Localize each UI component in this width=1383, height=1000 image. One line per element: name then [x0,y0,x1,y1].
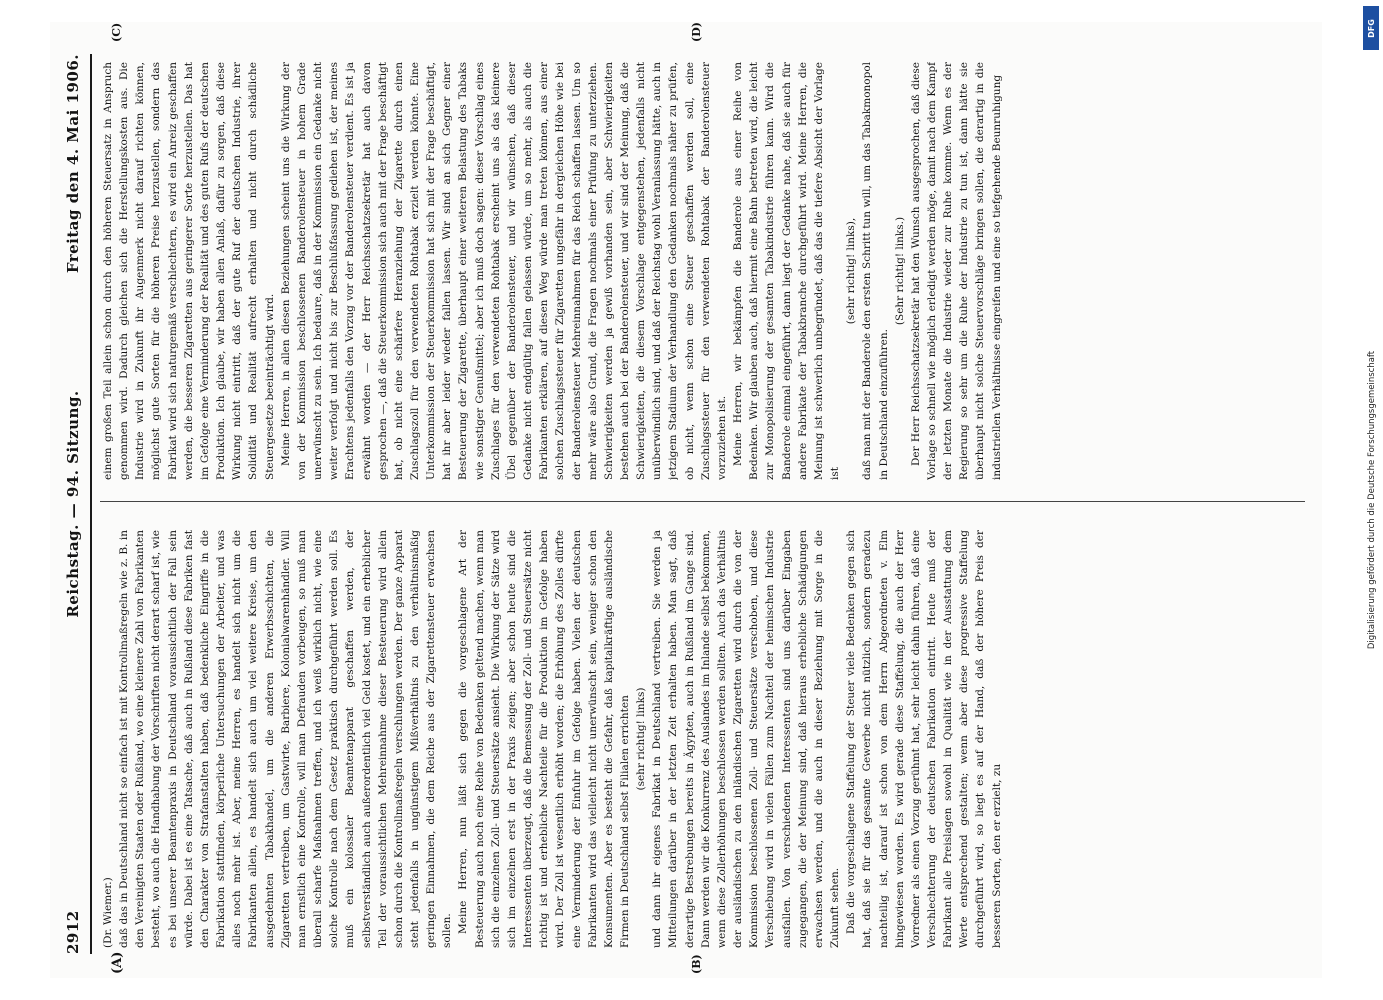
header-rule [90,54,92,954]
paragraph: Meine Herren, wir bekämpfen die Banderole aus einer Reihe von Bedenken. Wir glauben auch, daß hiermit eine Bahn betreten wird, die leicht zur Monopolisierung der gesamten Tabakindustrie führen kann. Wird die Banderole einmal eingeführt, dann liegt der Gedanke nahe, daß sie auch für andere Fabrikate der Tabakbranche durchgeführt wird. Meine Herren, die Meinung ist schwerlich unbegründet, daß das die tiefere Absicht der Vorlage ist [732,62,842,480]
interjection: (sehr richtig! links) [635,687,648,791]
paragraph: einem großen Teil allein schon durch den höheren Steuersatz in Anspruch genommen wird. Dadurch gleichen sich die Herstellungskosten aus. Die Industrie wird in Zukunft ihr Augenmerk nicht darauf richten können, möglichst gute Sorten für die höheren Preise herzustellen, sondern das Fabrikat wird sich naturgemäß verschlechtern, es wird ein Anreiz geschaffen werden, die besseren Zigaretten aus geringerer Sorte herzustellen. Das hat im Gefolge eine Verminderung der Realität und des guten Rufs der deutschen Produktion. Ich glaube, wir haben allen Anlaß, dafür zu sorgen, daß diese Wirkung nicht eintritt, daß der gute Ruf der deutschen Industrie, ihrer Solidität und Realität aufrecht erhalten und nicht durch schädliche Steuergesetze beeinträchtigt wird. [102,62,276,480]
page-number: 2912 [64,910,82,954]
paragraph: und dann ihr eigenes Fabrikat in Deutschland vertreiben. Sie werden ja Mitteilungen darüber in der letzten Zeit erhalten haben. Man sagt, daß derartige Bestrebungen bereits in Ägypten, auch in Rußland im Gange sind. Dann werden wir die Konkurrenz des Auslandes im Inlande selbst bekommen, wenn diese Zollerhöhungen beschlossen werden sollten. Auch das Verhältnis der ausländischen zu den inländischen Zigaretten wird durch die von der Kommission beschlossenen Zoll- und Steuersätze verschoben, und diese Verschiebung wird in vielen Fällen zum Nachteil der heimischen Industrie ausfallen. Von verschiedenen Interessenten sind uns darüber Eingaben zugegangen, die der Meinung sind, daß hieraus erhebliche Schädigungen erwachsen werden, und die auch in dieser Beziehung mit Sorge in die Zukunft sehen. [651,530,842,948]
interjection: (Sehr richtig! links.) [893,216,906,326]
rotated-newspaper-page [50,22,1322,978]
page-header [64,54,86,954]
dfg-logo [1363,6,1379,50]
right-column [100,62,1305,480]
interjection: (sehr richtig! links), [845,217,858,325]
left-column [100,530,1305,948]
speaker-line: (Dr. Wiemer.) [102,877,114,948]
margin-mark-c: (C) [110,22,123,42]
paragraph: Der Herr Reichsschatzsekretär hat den Wunsch ausgesprochen, daß diese Vorlage so schnell wie möglich erledigt werden möge, damit nach dem Kampf der letzten Monate die Industrie wieder zur Ruhe komme. Wenn es der Regierung so sehr um die Ruhe der Industrie zu tun ist, dann hätte sie überhaupt nicht solche Steuervorschläge bringen sollen, die derartig in die industriellen Verhältnisse eingreifen und eine so tiefgehende Beunruhigung [909,62,1003,480]
session-date: Freitag den 4. Mai 1906. [64,54,82,274]
paragraph: daß man mit der Banderole den ersten Schritt tun will, um das Tabakmonopol in Deutschland einzuführen. [861,62,890,480]
margin-mark-b: (B) [690,954,703,974]
paragraph: Meine Herren, in allen diesen Beziehungen scheint uns die Wirkung der von der Kommission beschlossenen Banderolensteuer in hohem Grade unerwünscht zu sein. Ich bedaure, daß in der Kommission ein Gedanke nicht weiter verfolgt und nicht bis zur Beschlußfassung gediehen ist, der meines Erachtens jedenfalls den Vorzug vor der Banderolensteuer verdient. Es ist ja erwähnt worden — der Herr Reichsschatzsekretär hat auch davon gesprochen —, daß die Steuerkommission sich auch mit der Frage beschäftigt hat, ob nicht eine schärfere Heranziehung der Zigarette durch einen Zuschlagszoll für den verwendeten Rohtabak erzielt werden könnte. Eine Unterkommission der Steuerkommission hat sich mit der Frage beschäftigt, hat ihr aber leider wieder fallen lassen. Wir sind an sich Gegner einer Besteuerung der Zigarette, überhaupt einer weiteren Belastung des Tabaks wie sonstiger Genußmittel; aber ich muß doch sagen: dieser Vorschlag eines Zuschlages für den verwendeten Rohtabak erscheint uns als das kleinere Übel gegenüber der Banderolensteuer, und wir wünschen, daß dieser Gedanke nicht endgültig fallen gelassen würde, um so mehr, als auch die Fabrikanten erklären, auf diesen Weg würde man treten können, aus einer solchen Zuschlagssteuer für Zigaretten ungefähr in dergleichen Höhe wie bei der Banderolensteuer Mehreinnahmen für das Reich schaffen lassen. Um so mehr wäre also Grund, die Fragen nochmals einer Prüfung zu unterziehen. Schwierigkeiten werden ja gewiß vorhanden sein, aber Schwierigkeiten bestehen auch bei der Banderolensteuer, und wir sind der Meinung, daß die Schwierigkeiten, die diesem Vorschlage entgegenstehen, jedenfalls nicht unüberwindlich sind, und daß der Reichstag wohl Veranlassung hätte, auch in jetzigem Stadium der Verhandlung den Gedanken nochmals näher zu prüfen, ob nicht, wenn schon eine Steuer geschaffen werden soll, eine Zuschlagssteuer für den verwendeten Rohtabak der Banderolensteuer vorzuziehen ist. [279,62,728,480]
paragraph: Meine Herren, nun läßt sich gegen die vorgeschlagene Art der Besteuerung auch noch eine Reihe von Bedenken geltend machen, wenn man sich die einzelnen Zoll- und Steuersätze ansieht. Die Wirkung der Sätze wird sich im einzelnen erst in der Praxis zeigen; aber schon heute sind die Interessenten überzeugt, daß die Bemessung der Zoll- und Steuersätze nicht richtig ist und erhebliche Nachteile für die Produktion im Gefolge haben wird. Der Zoll ist wesentlich erhöht worden; die Erhöhung des Zolles dürfte eine Verminderung der Einfuhr im Gefolge haben. Vielen der deutschen Fabrikanten wird das vielleicht nicht unerwünscht sein, weniger schon den Konsumenten. Aber es besteht die Gefahr, daß kapitalkräftige ausländische Firmen in Deutschland selbst Filialen errichten [457,530,631,948]
funding-attribution: Digitalisierung gefördert durch die Deutsche Forschungsgemeinschaft [1367,350,1377,650]
margin-mark-a: (A) [110,951,125,974]
dfg-logo-text: DFG [1366,18,1376,38]
paragraph: Daß die vorgeschlagene Staffelung der Steuer viele Bedenken gegen sich hat, daß sie für das gesamte Gewerbe nicht nützlich, sondern geradezu nachteilig ist, darauf ist schon von dem Herrn Abgeordneten v. Elm hingewiesen worden. Es wird gerade diese Staffelung, die auch der Herr Vorredner als einen Vorzug gerühmt hat, sehr leicht dahin führen, daß eine Verschlechterung der deutschen Fabrikation eintritt. Heute muß der Fabrikant alle Preislagen sowohl in Qualität wie in der Ausstattung dem Werte entsprechend gestalten; wenn aber diese progressive Staffelung durchgeführt wird, so liegt es auf der Hand, daß der höhere Preis der besseren Sorten, den er erzielt, zu [845,530,1003,948]
session-title: Reichstag. — 94. Sitzung. [64,390,82,618]
column-divider [100,501,1305,502]
margin-mark-d: (D) [690,22,703,42]
paragraph: daß das in Deutschland nicht so einfach ist mit Kontrollmaßregeln wie z. B. in den Vereinigten Staaten oder Rußland, wo eine kleinere Zahl von Fabrikanten besteht, wo auch die Handhabung der Vorschriften nicht derart scharf ist, wie es bei unserer Beamtenpraxis in Deutschland voraussichtlich der Fall sein würde. Dabei ist es eine Tatsache, daß auch in Rußland diese Fabriken fast den Charakter von Strafanstalten haben, daß bedenkliche Eingriffe in die Fabrikation stattfinden, körperliche Untersuchungen der Arbeiter, und was alles noch mehr ist. Aber, meine Herren, es handelt sich nicht um die Fabrikanten allein, es handelt sich auch um viel weitere Kreise, um den ausgedehnten Tabakhandel, um die anderen Erwerbsschichten, die Zigaretten vertreiben, um Gastwirte, Barbiere, Kolonialwarenhändler. Will man ernstlich eine Kontrolle, will man Defrauden vorbeugen, so muß man überall scharfe Maßnahmen treffen, und ich weiß wirklich nicht, wie eine solche Kontrolle nach dem Gesetz praktisch durchgeführt werden soll. Es muß ein kolossaler Beamtenapparat geschaffen werden, der selbstverständlich auch außerordentlich viel Geld kostet, und ein erheblicher Teil der voraussichtlichen Mehreinnahme dieser Besteuerung wird allein schon durch die Kontrollmaßregeln verschlungen werden. Der ganze Apparat steht jedenfalls in ungünstigem Mißverhältnis zu den verhältnismäßig geringen Einnahmen, die dem Reiche aus der Zigarettensteuer erwachsen sollen. [118,530,454,948]
